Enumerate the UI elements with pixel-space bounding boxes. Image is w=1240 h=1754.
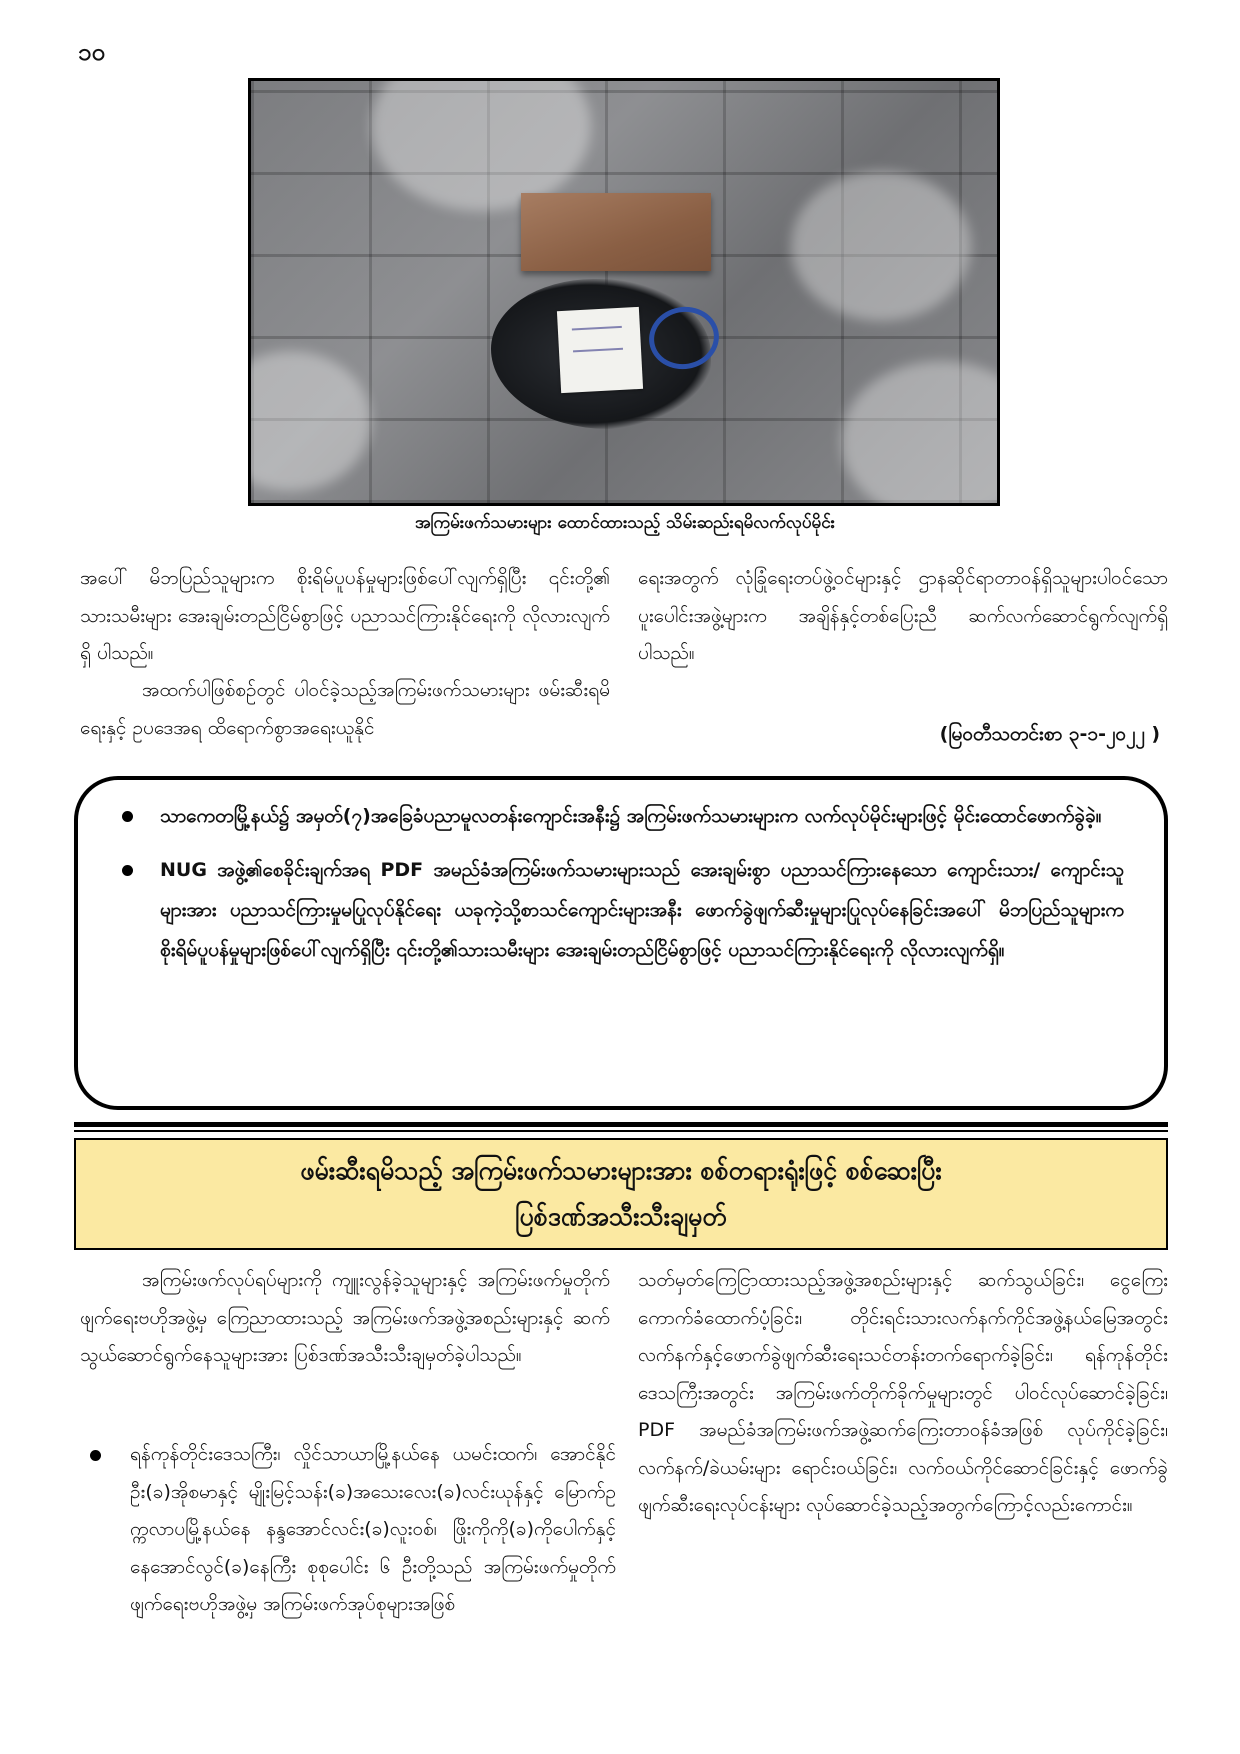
brick-image	[521, 193, 711, 271]
upper-left-paragraph-2: အထက်ပါဖြစ်စဉ်တွင် ပါဝင်ခဲ့သည့်အကြမ်းဖက်သမားများ ဖမ်းဆီးရမိရေးနှင့် ဥပဒေအရ ထိရောက်စွာအရေးယူနိုင်	[80, 679, 610, 739]
news-source: (မြဝတီသတင်းစာ ၃-၁-၂၀၂၂ )	[939, 723, 1160, 745]
page-number: ၁၀	[78, 38, 105, 66]
photo-caption: အကြမ်းဖက်သမားများ ထောင်ထားသည့် သိမ်းဆည်းရမိလက်လုပ်မိုင်း	[415, 513, 835, 533]
bullet-icon	[122, 865, 133, 876]
upper-left-paragraph-1: အပေါ် မိဘပြည်သူများက စိုးရိမ်ပူပန်မှုများဖြစ်ပေါ်လျက်ရှိပြီး ၎င်းတို့၏ သားသမီးများ အေးချမ်းတည်ငြိမ်စွာဖြင့် ပညာသင်ကြားနိုင်ရေးကို လိုလားလျက်ရှိ ပါသည်။	[80, 567, 610, 664]
summary-bullet: သာကေတမြို့နယ်၌ အမှတ်(၇)အခြေခံပညာမူလတန်းကျောင်းအနီး၌ အကြမ်းဖက်သမားများက လက်လုပ်မိုင်းများဖြင့် မိုင်းထောင်ဖောက်ခွဲခဲ့။	[118, 796, 1124, 836]
paper-label-image	[557, 307, 643, 393]
section-divider	[74, 1122, 1168, 1127]
summary-box	[74, 776, 1168, 1110]
upper-right-paragraph: ရေးအတွက် လုံခြုံရေးတပ်ဖွဲ့ဝင်များနှင့် ဌာနဆိုင်ရာတာဝန်ရှိသူများပါဝင်သော ပူးပေါင်းအဖွဲ့များက အချိန်နှင့်တစ်ပြေးညီ ဆက်လက်ဆောင်ရွက်လျက်ရှိပါသည်။	[638, 567, 1168, 664]
lower-left-intro: အကြမ်းဖက်လုပ်ရပ်များကို ကျူးလွန်ခဲ့သူများနှင့် အကြမ်းဖက်မှုတိုက်ဖျက်ရေးဗဟိုအဖွဲ့မှ ကြေညာထားသည့် အကြမ်းဖက်အဖွဲ့အစည်းများနှင့် ဆက်သွယ်ဆောင်ရွက်နေသူများအား ပြစ်ဒဏ်အသီးသီးချမှတ်ခဲ့ပါသည်။	[80, 1269, 610, 1366]
summary-bullet: NUG အဖွဲ့၏စေခိုင်းချက်အရ PDF အမည်ခံအကြမ်းဖက်သမားများသည် အေးချမ်းစွာ ပညာသင်ကြားနေသော ကျောင်းသား/ ကျောင်းသူများအား ပညာသင်ကြားမှုမပြုလုပ်နိုင်ရေး ယခုကဲ့သို့စာသင်ကျောင်းများအနီး ဖောက်ခွဲဖျက်ဆီးမှုများပြုလုပ်နေခြင်းအပေါ် မိဘပြည်သူများက စိုးရိမ်ပူပန်မှုများဖြစ်ပေါ်လျက်ရှိပြီး ၎င်းတို့၏သားသမီးများ အေးချမ်းတည်ငြိမ်စွာဖြင့် ပညာသင်ကြားနိုင်ရေးကို လိုလားလျက်ရှိ။	[118, 850, 1124, 970]
section-heading: ဖမ်းဆီးရမိသည့် အကြမ်းဖက်သမားများအား စစ်တရားရုံးဖြင့် စစ်ဆေးပြီး ပြစ်ဒဏ်အသီးသီးချမှတ်	[74, 1138, 1168, 1250]
lower-left-bullet-list	[86, 1436, 616, 1624]
bullet-icon	[122, 811, 133, 822]
list-item: ရန်ကုန်တိုင်းဒေသကြီး၊ လှိုင်သာယာမြို့နယ်နေ ယမင်းထက်၊ အောင်နိုင်ဦး(ခ)အိုစမာနှင့် မျိုးမြင့်သန်း(ခ)အသေးလေး(ခ)လင်းယုန်နှင့် မြောက်ဥက္ကလာပမြို့နယ်နေ နန္ဒအောင်လင်း(ခ)လူးဝစ်၊ ဖြိုးကိုကို(ခ)ကိုပေါက်နှင့် နေအောင်လွင်(ခ)နေကြီး စုစုပေါင်း ၆ ဦးတို့သည် အကြမ်းဖက်မှုတိုက်ဖျက်ရေးဗဟိုအဖွဲ့မှ အကြမ်းဖက်အုပ်စုများအဖြစ်	[86, 1436, 616, 1624]
seized-mine-photo	[248, 78, 1000, 506]
lower-right-paragraph: သတ်မှတ်ကြေငြာထားသည့်အဖွဲ့အစည်းများနှင့် ဆက်သွယ်ခြင်း၊ ငွေကြေးကောက်ခံထောက်ပံ့ခြင်း၊ တိုင်းရင်းသားလက်နက်ကိုင်အဖွဲ့နယ်မြေအတွင်း လက်နက်နှင့်ဖောက်ခွဲဖျက်ဆီးရေးသင်တန်းတက်ရောက်ခဲ့ခြင်း၊ ရန်ကုန်တိုင်းဒေသကြီးအတွင်း အကြမ်းဖက်တိုက်ခိုက်မှုများတွင် ပါဝင်လုပ်ဆောင်ခဲ့ခြင်း၊ PDF အမည်ခံအကြမ်းဖက်အဖွဲ့ဆက်ကြေးတာဝန်ခံအဖြစ် လုပ်ကိုင်ခဲ့ခြင်း၊ လက်နက်/ခဲယမ်းများ ရောင်းဝယ်ခြင်း၊ လက်ဝယ်ကိုင်ဆောင်ခြင်းနှင့် ဖောက်ခွဲဖျက်ဆီးရေးလုပ်ငန်းများ လုပ်ဆောင်ခဲ့သည့်အတွက်ကြောင့်လည်းကောင်း။	[638, 1269, 1168, 1516]
section-divider-thin	[74, 1130, 1168, 1132]
bullet-icon	[90, 1450, 101, 1461]
